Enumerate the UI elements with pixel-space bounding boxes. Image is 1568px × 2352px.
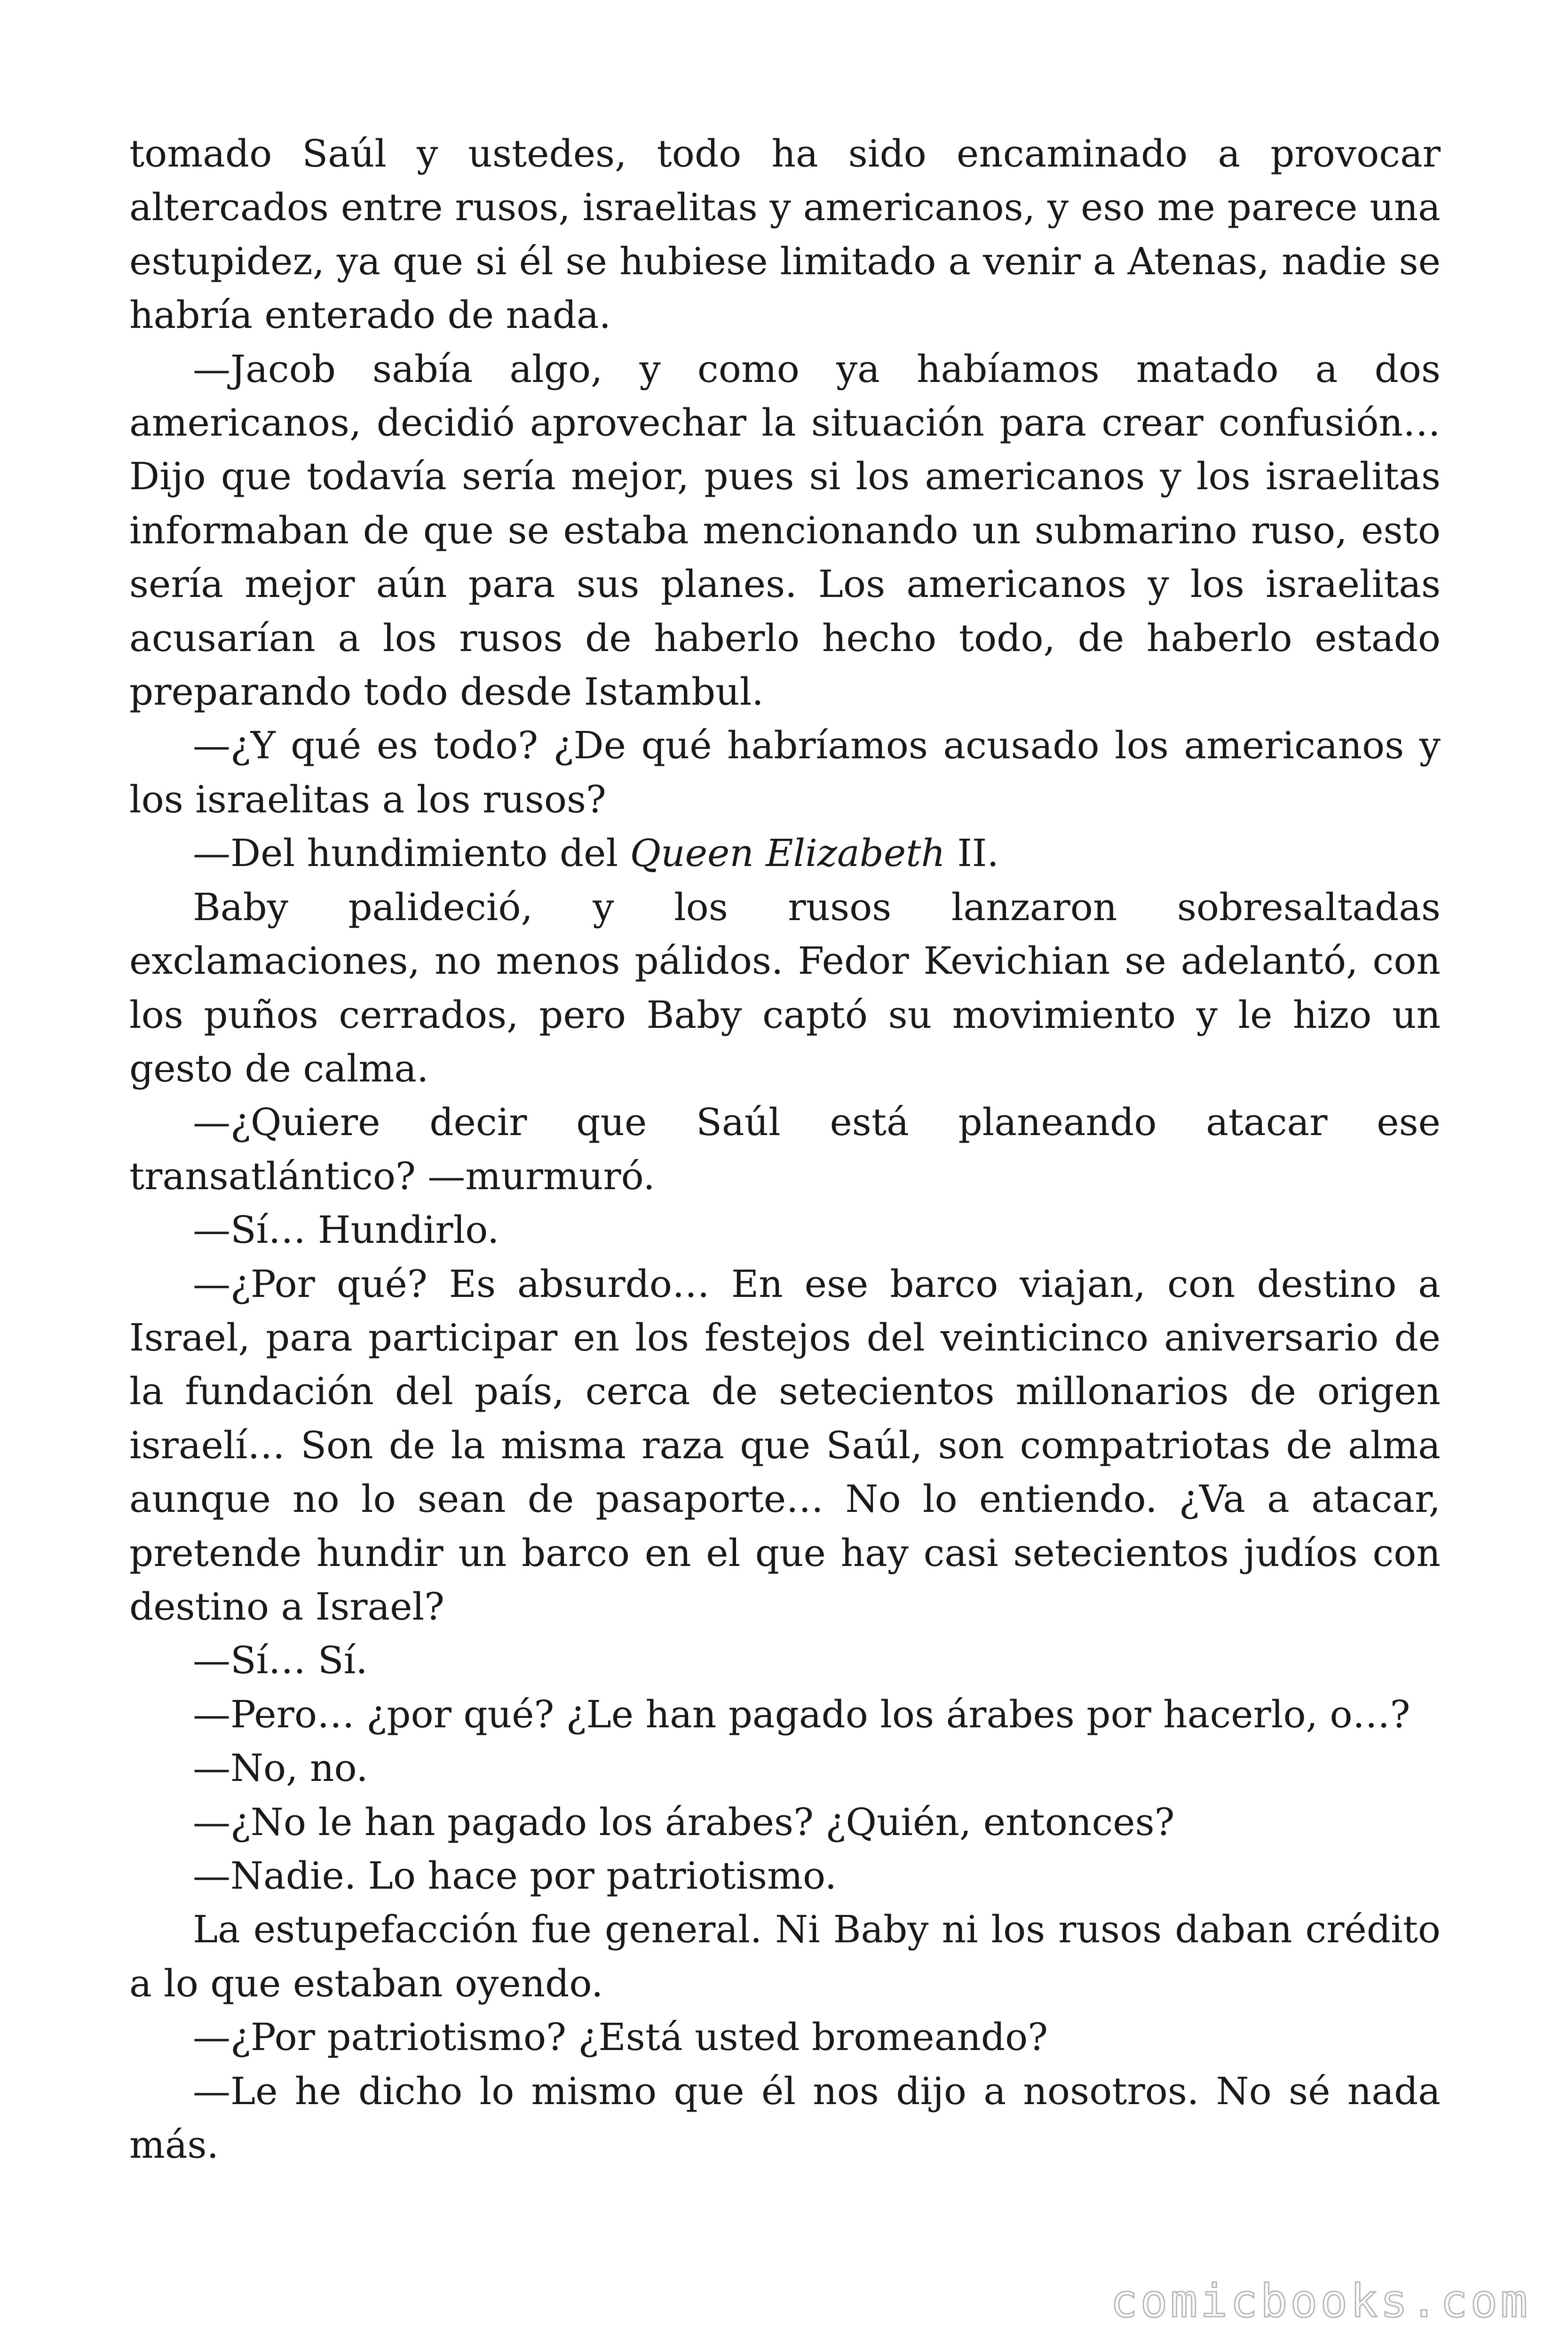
ship-name: Queen Elizabeth <box>630 831 945 875</box>
paragraph: —Jacob sabía algo, y como ya habíamos matado a dos americanos, decidió aprovechar la situación para crear confusión… Dijo que todavía sería mejor, pues si los americanos y los israelitas informaban de que se estaba mencionando un submarino ruso, esto sería mejor aún para sus planes. Los americanos y los israelitas acusarían a los rusos de haberlo hecho todo, de haberlo estado preparando todo desde Istambul. <box>129 347 1441 714</box>
paragraph: tomado Saúl y ustedes, todo ha sido encaminado a provocar altercados entre rusos, israelitas y americanos, y eso me parece una estupidez, ya que si él se hubiese limitado a venir a Atenas, nadie se habría enterado de nada. <box>129 132 1441 337</box>
paragraph-text: II. <box>945 831 999 875</box>
paragraph: —¿Por patriotismo? ¿Está usted bromeando? <box>193 2015 1048 2059</box>
paragraph: —¿Por qué? Es absurdo… En ese barco viajan, con destino a Israel, para participar en los festejos del veinticinco aniversario de la fundación del país, cerca de setecientos millonarios de origen israelí… Son de la misma raza que Saúl, son compatriotas de alma aunque no lo sean de pasaporte… No lo entiendo. ¿Va a atacar, pretende hundir un barco en el que hay casi setecientos judíos con destino a Israel? <box>129 1262 1441 1629</box>
paragraph: —¿Quiere decir que Saúl está planeando atacar ese transatlántico? —murmuró. <box>129 1100 1441 1198</box>
paragraph: —No, no. <box>193 1746 368 1790</box>
paragraph: —Nadie. Lo hace por patriotismo. <box>193 1854 837 1898</box>
paragraph: —Pero… ¿por qué? ¿Le han pagado los árabes por hacerlo, o…? <box>193 1692 1410 1736</box>
paragraph: La estupefacción fue general. Ni Baby ni los rusos daban crédito a lo que estaban oyendo. <box>129 1907 1441 2005</box>
paragraph: —¿No le han pagado los árabes? ¿Quién, entonces? <box>193 1800 1175 1844</box>
paragraph-text: —Del hundimiento del <box>193 831 630 875</box>
watermark: comicbooks.com <box>1110 2275 1530 2328</box>
paragraph: —Sí… Sí. <box>193 1638 368 1683</box>
paragraph: —Le he dicho lo mismo que él nos dijo a nosotros. No sé nada más. <box>129 2069 1441 2167</box>
paragraph: —¿Y qué es todo? ¿De qué habríamos acusado los americanos y los israelitas a los rusos? <box>129 723 1441 821</box>
paragraph: —Sí… Hundirlo. <box>193 1208 499 1252</box>
paragraph: Baby palideció, y los rusos lanzaron sobresaltadas exclamaciones, no menos pálidos. Fedor Kevichian se adelantó, con los puños cerrados, pero Baby captó su movimiento y le hizo un gesto de calma. <box>129 885 1441 1090</box>
page-body <box>129 127 1441 2172</box>
paragraph <box>129 826 1441 880</box>
